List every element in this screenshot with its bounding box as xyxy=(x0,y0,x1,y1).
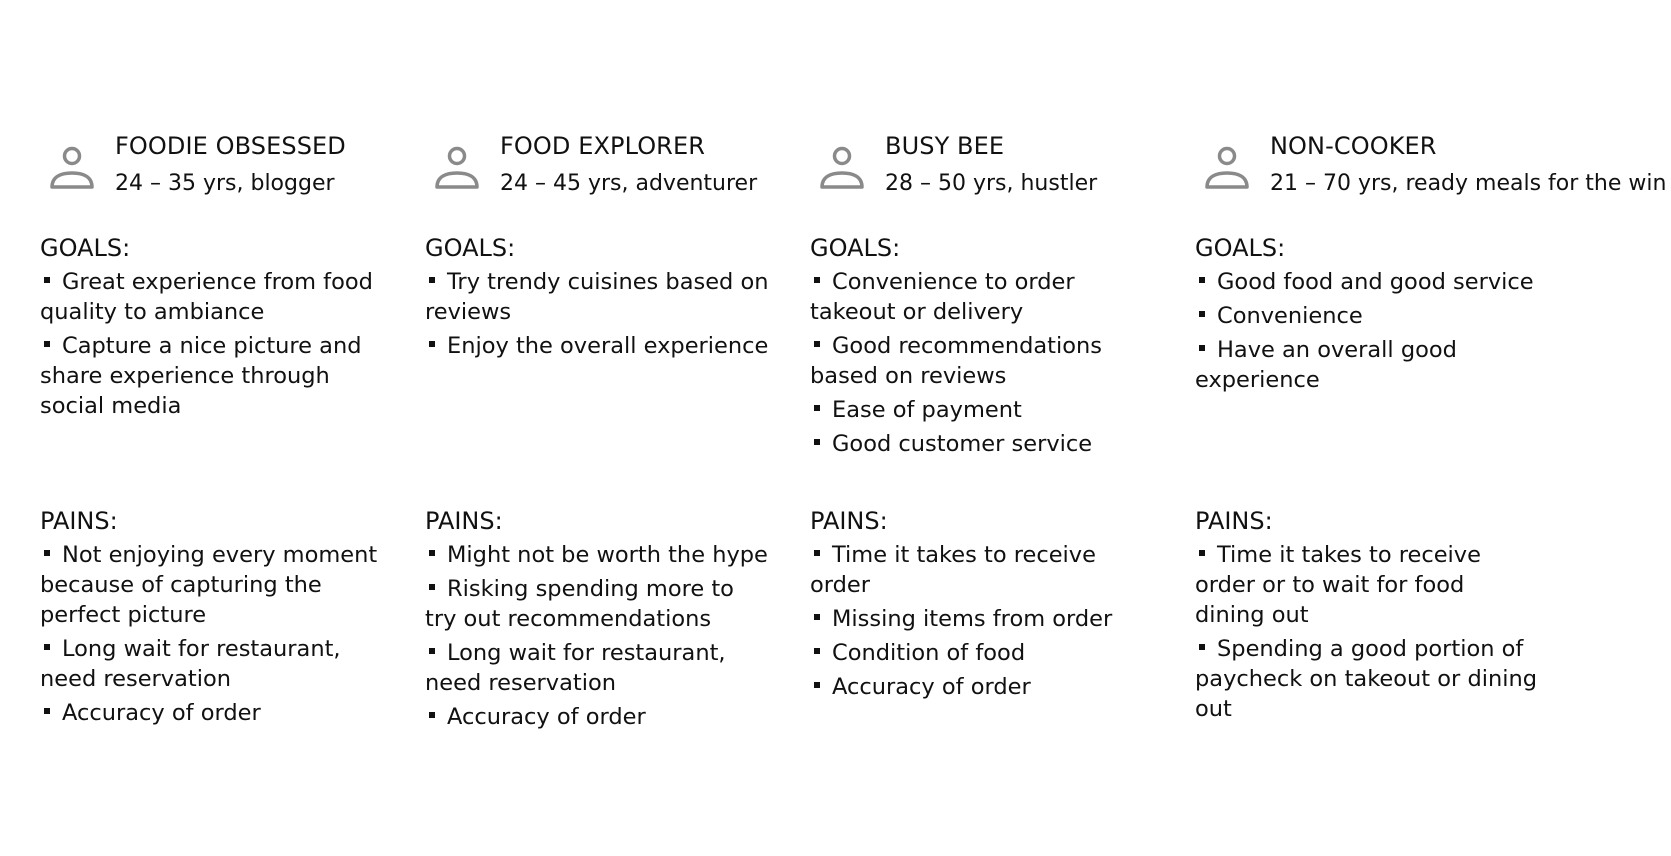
list-item: Condition of food xyxy=(810,638,1155,668)
goals-heading: GOALS: xyxy=(40,234,131,262)
list-item: Risking spending more to try out recommendations xyxy=(425,576,734,632)
goals-heading: GOALS: xyxy=(810,234,901,262)
square-bullet-icon xyxy=(44,277,50,283)
goals-list xyxy=(40,267,385,425)
square-bullet-icon xyxy=(44,341,50,347)
goals-heading: GOALS: xyxy=(425,234,516,262)
pains-heading: PAINS: xyxy=(425,507,503,535)
square-bullet-icon xyxy=(44,644,50,650)
square-bullet-icon xyxy=(44,550,50,556)
square-bullet-icon xyxy=(429,341,435,347)
list-item: Accuracy of order xyxy=(40,698,385,728)
persona-description: 21 – 70 yrs, ready meals for the win xyxy=(1270,171,1667,196)
square-bullet-icon xyxy=(814,341,820,347)
list-item: Have an overall good experience xyxy=(1195,337,1457,393)
list-item: Accuracy of order xyxy=(425,702,770,732)
square-bullet-icon xyxy=(44,708,50,714)
square-bullet-icon xyxy=(814,277,820,283)
square-bullet-icon xyxy=(429,277,435,283)
list-item: Long wait for restaurant, need reservation xyxy=(425,640,726,696)
square-bullet-icon xyxy=(1199,345,1205,351)
square-bullet-icon xyxy=(814,439,820,445)
list-item: Good recommendations based on reviews xyxy=(810,333,1102,389)
list-item: Missing items from order xyxy=(810,604,1155,634)
person-icon xyxy=(49,145,95,191)
persona-card-foodie-obsessed xyxy=(40,131,400,726)
pains-heading: PAINS: xyxy=(1195,507,1273,535)
square-bullet-icon xyxy=(1199,550,1205,556)
list-item: Capture a nice picture and share experience through social media xyxy=(40,333,362,419)
list-item: Might not be worth the hype xyxy=(425,540,770,570)
square-bullet-icon xyxy=(814,550,820,556)
persona-description: 24 – 35 yrs, blogger xyxy=(115,171,335,196)
pains-heading: PAINS: xyxy=(810,507,888,535)
list-item: Convenience to order takeout or delivery xyxy=(810,269,1075,325)
list-item: Good customer service xyxy=(810,429,1155,459)
persona-card-busy-bee xyxy=(810,131,1170,700)
list-item: Spending a good portion of paycheck on takeout or dining out xyxy=(1195,636,1538,722)
persona-header xyxy=(1195,131,1667,221)
list-item: Long wait for restaurant, need reservation xyxy=(40,636,341,692)
square-bullet-icon xyxy=(1199,644,1205,650)
list-item: Try trendy cuisines based on reviews xyxy=(425,269,769,325)
persona-name: FOODIE OBSESSED xyxy=(115,132,346,160)
list-item: Not enjoying every moment because of capturing the perfect picture xyxy=(40,542,378,628)
pains-heading: PAINS: xyxy=(40,507,118,535)
persona-name: FOOD EXPLORER xyxy=(500,132,705,160)
goals-list xyxy=(1195,267,1540,399)
goals-heading: GOALS: xyxy=(1195,234,1286,262)
pains-list xyxy=(1195,540,1540,728)
list-item: Great experience from food quality to ambiance xyxy=(40,269,373,325)
list-item: Time it takes to receive order xyxy=(810,542,1096,598)
list-item: Enjoy the overall experience xyxy=(425,331,770,361)
person-icon xyxy=(819,145,865,191)
pains-list xyxy=(810,540,1155,706)
square-bullet-icon xyxy=(429,712,435,718)
goals-list xyxy=(425,267,770,365)
persona-name: BUSY BEE xyxy=(885,132,1005,160)
list-item: Convenience xyxy=(1195,301,1540,331)
list-item: Time it takes to receive order or to wait for food dining out xyxy=(1195,542,1481,628)
persona-description: 28 – 50 yrs, hustler xyxy=(885,171,1098,196)
persona-card-non-cooker xyxy=(1195,131,1667,722)
square-bullet-icon xyxy=(429,550,435,556)
person-icon xyxy=(434,145,480,191)
persona-header xyxy=(810,131,1170,221)
square-bullet-icon xyxy=(1199,277,1205,283)
square-bullet-icon xyxy=(814,614,820,620)
square-bullet-icon xyxy=(429,584,435,590)
square-bullet-icon xyxy=(814,405,820,411)
square-bullet-icon xyxy=(429,648,435,654)
person-icon xyxy=(1204,145,1250,191)
list-item: Ease of payment xyxy=(810,395,1155,425)
list-item: Good food and good service xyxy=(1195,267,1540,297)
list-item: Accuracy of order xyxy=(810,672,1155,702)
persona-card-food-explorer xyxy=(425,131,785,730)
goals-list xyxy=(810,267,1155,463)
persona-name: NON-COOKER xyxy=(1270,132,1437,160)
persona-header xyxy=(40,131,400,221)
persona-description: 24 – 45 yrs, adventurer xyxy=(500,171,758,196)
pains-list xyxy=(40,540,385,732)
square-bullet-icon xyxy=(814,682,820,688)
square-bullet-icon xyxy=(1199,311,1205,317)
persona-header xyxy=(425,131,785,221)
square-bullet-icon xyxy=(814,648,820,654)
pains-list xyxy=(425,540,770,736)
